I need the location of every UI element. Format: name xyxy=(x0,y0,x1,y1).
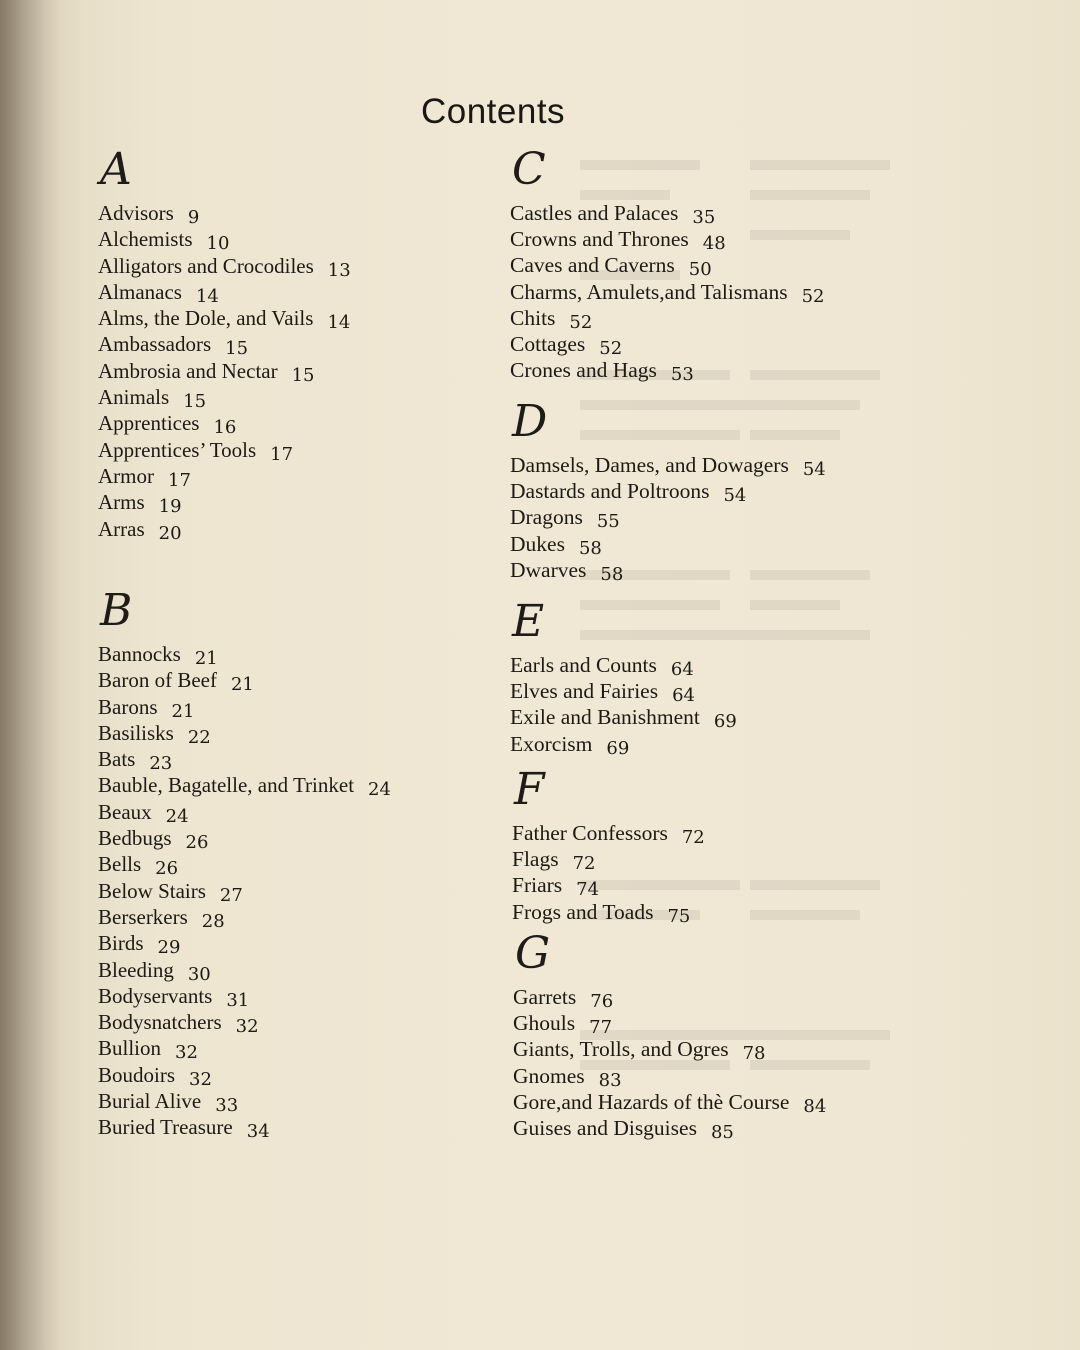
toc-entry xyxy=(98,305,351,334)
entry-label: Chits xyxy=(510,305,556,330)
entry-label: Apprentices xyxy=(98,411,200,436)
toc-entry xyxy=(98,667,391,696)
toc-entry xyxy=(98,878,391,904)
entry-label: Arms xyxy=(98,490,145,515)
entry-page-number: 72 xyxy=(681,827,705,848)
entry-list xyxy=(510,452,826,583)
entry-label: Birds xyxy=(98,931,144,956)
toc-entry xyxy=(513,1010,826,1039)
toc-entry xyxy=(98,851,391,880)
entry-page-number: 35 xyxy=(692,207,716,228)
entry-label: Bauble, Bagatelle, and Trinket xyxy=(98,773,355,798)
entry-label: Friars xyxy=(512,873,563,898)
entry-page-number: 83 xyxy=(598,1069,622,1091)
toc-entry xyxy=(98,384,351,413)
toc-entry xyxy=(98,983,391,1009)
entry-page-number: 21 xyxy=(171,700,195,722)
toc-entry xyxy=(98,957,391,983)
toc-entry xyxy=(98,720,391,746)
toc-entry xyxy=(98,904,391,930)
entry-label: Ghouls xyxy=(513,1011,576,1036)
entry-label: Crones and Hags xyxy=(510,358,657,383)
entry-page-number: 17 xyxy=(168,469,191,491)
toc-entry xyxy=(98,641,391,667)
entry-label: Bullion xyxy=(98,1036,162,1061)
entry-label: Flags xyxy=(512,847,559,872)
toc-entry xyxy=(512,872,705,901)
toc-entry xyxy=(98,1088,391,1117)
toc-entry xyxy=(510,557,826,583)
entry-page-number: 32 xyxy=(189,1068,212,1090)
toc-entry xyxy=(513,984,826,1010)
entry-page-number: 58 xyxy=(600,563,624,585)
entry-page-number: 34 xyxy=(246,1121,270,1143)
book-spine-shadow xyxy=(0,0,60,1350)
entry-label: Gnomes xyxy=(513,1063,585,1088)
entry-page-number: 15 xyxy=(183,391,207,413)
section-letter: D xyxy=(512,396,548,447)
entry-page-number: 31 xyxy=(226,989,250,1011)
entry-label: Ambrosia and Nectar xyxy=(98,358,278,383)
toc-entry xyxy=(98,1062,391,1088)
entry-page-number: 19 xyxy=(158,496,182,518)
entry-label: Alchemists xyxy=(98,227,193,252)
entry-label: Alms, the Dole, and Vails xyxy=(98,306,314,331)
entry-label: Barons xyxy=(98,694,158,719)
toc-entry xyxy=(98,437,351,463)
toc-entry xyxy=(98,489,351,518)
entry-label: Damsels, Dames, and Dowagers xyxy=(510,453,789,477)
toc-entry xyxy=(512,820,705,846)
toc-entry xyxy=(510,504,826,533)
section-b xyxy=(98,585,391,1143)
entry-page-number: 21 xyxy=(230,674,254,696)
entry-list xyxy=(98,200,351,542)
entry-label: Baron of Beef xyxy=(98,668,217,693)
entry-page-number: 20 xyxy=(158,522,182,544)
entry-page-number: 26 xyxy=(185,832,209,854)
section-letter: C xyxy=(512,144,546,195)
entry-page-number: 27 xyxy=(219,884,243,906)
entry-page-number: 52 xyxy=(801,285,825,307)
entry-label: Bedbugs xyxy=(98,826,172,851)
toc-entry xyxy=(510,652,737,678)
entry-label: Armor xyxy=(98,463,154,488)
entry-label: Gore,and Hazards of thè Course xyxy=(513,1089,790,1114)
entry-page-number: 14 xyxy=(195,285,219,307)
entry-label: Almanacs xyxy=(98,279,182,304)
entry-page-number: 32 xyxy=(175,1042,198,1064)
section-f xyxy=(512,764,705,927)
toc-entry xyxy=(510,331,825,357)
toc-entry xyxy=(98,825,391,854)
entry-label: Giants, Trolls, and Ogres xyxy=(513,1037,729,1062)
toc-entry xyxy=(98,516,351,542)
toc-entry xyxy=(98,331,351,360)
entry-label: Dastards and Poltroons xyxy=(510,479,710,504)
entry-label: Exile and Banishment xyxy=(510,705,700,730)
entry-label: Ambassadors xyxy=(98,332,212,357)
section-letter: F xyxy=(514,764,545,815)
entry-page-number: 64 xyxy=(670,659,694,680)
section-letter: E xyxy=(512,596,545,647)
toc-entry xyxy=(98,930,391,959)
entry-label: Cottages xyxy=(510,331,586,356)
entry-label: Elves and Fairies xyxy=(510,679,659,704)
entry-page-number: 33 xyxy=(215,1095,239,1117)
toc-entry xyxy=(98,358,351,384)
toc-entry xyxy=(98,279,351,305)
entry-label: Exorcism xyxy=(510,731,593,756)
entry-page-number: 24 xyxy=(368,779,391,801)
section-c xyxy=(510,144,825,386)
entry-page-number: 53 xyxy=(670,364,694,386)
toc-entry xyxy=(510,357,825,386)
toc-entry xyxy=(510,226,825,255)
entry-page-number: 85 xyxy=(710,1121,734,1143)
toc-entry xyxy=(513,1115,826,1141)
toc-entry xyxy=(510,731,737,757)
toc-entry xyxy=(98,253,351,279)
section-g xyxy=(513,928,827,1143)
entry-label: Bannocks xyxy=(98,642,181,666)
entry-label: Earls and Counts xyxy=(510,653,657,677)
entry-page-number: 21 xyxy=(194,648,218,669)
entry-page-number: 15 xyxy=(225,338,249,360)
toc-entry xyxy=(510,531,826,557)
entry-page-number: 55 xyxy=(596,511,620,533)
entry-page-number: 29 xyxy=(157,937,181,959)
toc-entry xyxy=(98,772,391,801)
entry-label: Dwarves xyxy=(510,557,587,582)
entry-page-number: 74 xyxy=(576,879,600,901)
toc-entry xyxy=(98,410,351,439)
toc-entry xyxy=(510,704,737,733)
entry-page-number: 17 xyxy=(270,443,294,465)
entry-page-number: 16 xyxy=(213,417,237,439)
entry-label: Beaux xyxy=(98,799,152,824)
toc-entry xyxy=(98,463,351,489)
toc-entry xyxy=(513,1089,826,1115)
toc-entry xyxy=(98,1114,391,1143)
entry-page-number: 76 xyxy=(590,991,614,1012)
entry-page-number: 14 xyxy=(327,312,351,334)
entry-page-number: 10 xyxy=(206,233,230,255)
entry-label: Bodysnatchers xyxy=(98,1010,222,1035)
section-a xyxy=(98,144,351,544)
entry-label: Arras xyxy=(98,516,145,541)
entry-page-number: 23 xyxy=(149,753,173,775)
entry-page-number: 48 xyxy=(702,233,726,255)
entry-page-number: 15 xyxy=(291,364,315,386)
toc-entry xyxy=(98,226,351,255)
entry-page-number: 84 xyxy=(803,1095,827,1117)
toc-entry xyxy=(98,1009,391,1038)
entry-label: Castles and Palaces xyxy=(510,201,679,225)
entry-label: Frogs and Toads xyxy=(512,899,654,924)
entry-page-number: 28 xyxy=(201,910,225,932)
entry-page-number: 78 xyxy=(742,1043,766,1065)
entry-label: Dragons xyxy=(510,505,583,530)
entry-page-number: 54 xyxy=(723,485,747,507)
entry-label: Garrets xyxy=(513,985,577,1009)
section-letter: B xyxy=(100,585,133,636)
entry-label: Bells xyxy=(98,852,142,877)
toc-entry xyxy=(98,746,391,775)
entry-page-number: 30 xyxy=(187,963,211,985)
toc-entry xyxy=(510,452,826,478)
toc-entry xyxy=(98,799,391,825)
entry-page-number: 32 xyxy=(235,1016,259,1038)
entry-label: Dukes xyxy=(510,531,565,556)
entry-page-number: 69 xyxy=(713,711,737,733)
toc-entry xyxy=(510,200,825,226)
section-e xyxy=(510,596,737,759)
section-letter: A xyxy=(100,144,132,195)
entry-label: Bleeding xyxy=(98,957,174,982)
entry-label: Animals xyxy=(98,385,170,410)
entry-page-number: 24 xyxy=(165,805,189,827)
entry-list xyxy=(510,200,825,386)
toc-entry xyxy=(512,899,705,925)
entry-label: Berserkers xyxy=(98,904,188,929)
entry-label: Burial Alive xyxy=(98,1089,202,1114)
entry-list xyxy=(513,984,826,1141)
section-d xyxy=(510,396,826,585)
toc-entry xyxy=(510,305,825,331)
toc-entry xyxy=(513,1036,826,1065)
entry-list xyxy=(512,820,705,925)
entry-label: Bats xyxy=(98,747,136,772)
entry-page-number: 9 xyxy=(187,207,200,228)
entry-page-number: 58 xyxy=(578,537,602,559)
entry-label: Guises and Disguises xyxy=(513,1115,697,1140)
entry-page-number: 54 xyxy=(802,459,826,480)
entry-page-number: 75 xyxy=(667,905,691,927)
toc-entry xyxy=(510,279,825,305)
entry-page-number: 64 xyxy=(672,685,695,707)
entry-page-number: 72 xyxy=(572,853,596,875)
toc-entry xyxy=(510,252,825,281)
entry-page-number: 52 xyxy=(599,337,623,359)
entry-label: Caves and Caverns xyxy=(510,253,675,278)
entry-page-number: 77 xyxy=(589,1017,613,1039)
section-letter: G xyxy=(515,928,551,979)
entry-page-number: 22 xyxy=(187,726,211,748)
entry-page-number: 52 xyxy=(569,311,593,333)
toc-entry xyxy=(98,1035,391,1064)
toc-entry xyxy=(510,678,737,707)
entry-list xyxy=(510,652,737,757)
entry-label: Father Confessors xyxy=(512,821,668,845)
toc-entry xyxy=(98,200,351,226)
entry-label: Buried Treasure xyxy=(98,1115,233,1140)
toc-entry xyxy=(510,478,826,507)
toc-entry xyxy=(512,846,705,875)
entry-label: Bodyservants xyxy=(98,983,213,1008)
entry-page-number: 13 xyxy=(327,259,351,281)
toc-entry xyxy=(513,1063,826,1089)
toc-entry xyxy=(98,694,391,720)
entry-label: Charms, Amulets,and Talismans xyxy=(510,279,788,304)
entry-label: Crowns and Thrones xyxy=(510,227,689,252)
entry-label: Basilisks xyxy=(98,720,174,745)
entry-list xyxy=(98,641,391,1141)
entry-label: Apprentices’ Tools xyxy=(98,437,257,462)
page-title: Contents xyxy=(420,92,566,131)
entry-label: Advisors xyxy=(98,201,174,225)
entry-page-number: 69 xyxy=(606,737,630,759)
entry-label: Below Stairs xyxy=(98,878,206,903)
entry-page-number: 50 xyxy=(688,259,712,281)
entry-label: Boudoirs xyxy=(98,1062,176,1087)
entry-label: Alligators and Crocodiles xyxy=(98,253,314,278)
entry-page-number: 26 xyxy=(155,858,179,880)
